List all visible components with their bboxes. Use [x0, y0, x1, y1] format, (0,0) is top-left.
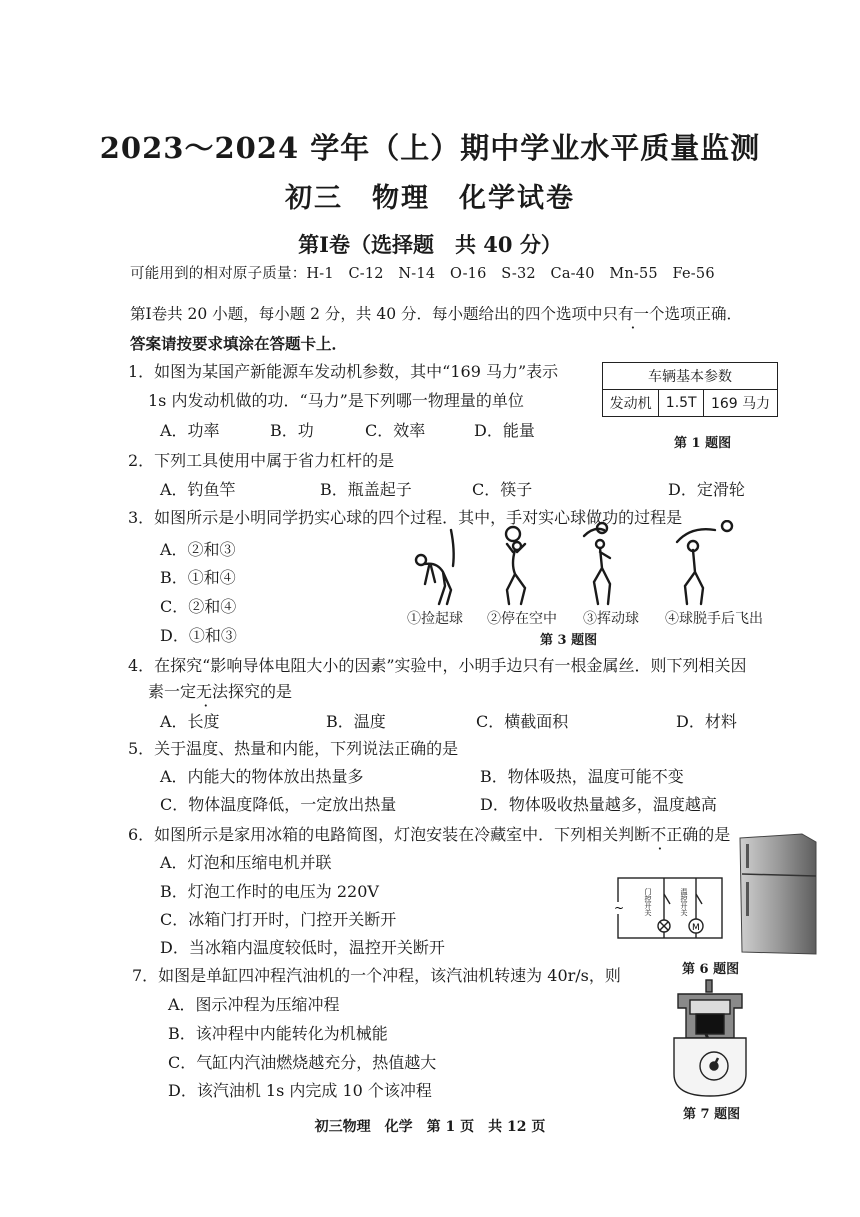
q1-option-a: A．功率 [160, 421, 220, 440]
q7-option-a: A．图示冲程为压缩冲程 [168, 995, 340, 1014]
instructions-line2: 答案请按要求填涂在答题卡上． [130, 334, 348, 353]
q4-option-b: B．温度 [326, 712, 386, 731]
q3-fig-label-4: ④球脱手后飞出 [665, 611, 763, 627]
emphasis-not: 不 [650, 825, 667, 844]
ball-throw-figure [395, 520, 755, 610]
q7-stem: 7．如图是单缸四冲程汽油机的一个冲程，该汽油机转速为 40r/s，则 [132, 966, 621, 985]
q6-figure-caption: 第 6 题图 [682, 962, 740, 977]
q3-option-a: A．②和③ [160, 540, 236, 559]
q4-option-d: D．材料 [676, 712, 737, 731]
q7-option-b: B．该冲程中内能转化为机械能 [168, 1024, 388, 1043]
q3-figure-caption: 第 3 题图 [540, 633, 598, 648]
q1-figure-caption: 第 1 题图 [674, 436, 732, 451]
q4-stem-line2: 素一定无法探究的是 [148, 679, 292, 702]
q6-option-b: B．灯泡工作时的电压为 220V [160, 882, 379, 901]
q2-option-d: D．定滑轮 [668, 480, 745, 499]
instructions-line1: 第Ⅰ卷共 20 小题，每小题 2 分，共 40 分．每小题给出的四个选项中只有一个选项正确． [130, 302, 742, 324]
atomic-masses: 可能用到的相对原子质量：H-1 C-12 N-14 O-16 S-32 Ca-40 Mn-55 Fe-56 [130, 266, 715, 282]
fridge-circuit-diagram [612, 868, 727, 948]
section-heading: 第Ⅰ卷（选择题 共 40 分） [298, 232, 562, 257]
q1-option-b: B．功 [270, 421, 314, 440]
q3-option-b: B．①和④ [160, 568, 236, 587]
ac-source-symbol: ~ [614, 901, 625, 915]
q1-option-c: C．效率 [365, 421, 426, 440]
motor-symbol: M [692, 923, 700, 933]
temp-switch-label: 温控开关 [680, 888, 688, 916]
stick-figure-pickup [416, 530, 454, 604]
q1-stem-line2: 1s 内发动机做的功．“马力”是下列哪一物理量的单位 [148, 391, 524, 410]
q5-option-d: D．物体吸收热量越多，温度越高 [480, 795, 717, 814]
q3-fig-label-2: ②停在空中 [487, 611, 557, 627]
stick-figure-hold [506, 527, 525, 604]
table-cell-displacement: 1.5T [659, 390, 704, 417]
q6-option-a: A．灯泡和压缩电机并联 [160, 853, 332, 872]
q3-fig-label-3: ③挥动球 [583, 611, 639, 627]
q5-option-a: A．内能大的物体放出热量多 [160, 767, 364, 786]
q5-option-b: B．物体吸热，温度可能不变 [480, 767, 684, 786]
q1-stem-line1: 1．如图为某国产新能源车发动机参数，其中“169 马力”表示 [128, 362, 559, 381]
page-footer: 初三物理 化学 第 1 页 共 12 页 [314, 1119, 546, 1135]
table-cell-engine: 发动机 [603, 390, 659, 417]
exam-title: 2023～2024 学年（上）期中学业水平质量监测 [99, 131, 761, 165]
q7-figure-caption: 第 7 题图 [683, 1107, 741, 1122]
q5-option-c: C．物体温度降低，一定放出热量 [160, 795, 397, 814]
emphasis-only-one: 只有一个 [602, 305, 665, 323]
q7-option-c: C．气缸内汽油燃烧越充分，热值越大 [168, 1053, 437, 1072]
q6-stem: 6．如图所示是家用冰箱的电路简图，灯泡安装在冷藏室中．下列相关判断不正确的是 [128, 822, 730, 845]
table-title: 车辆基本参数 [603, 363, 778, 390]
refrigerator-image [732, 832, 818, 956]
q6-option-c: C．冰箱门打开时，门控开关断开 [160, 910, 397, 929]
q2-option-c: C．筷子 [472, 480, 533, 499]
q1-option-d: D．能量 [474, 421, 535, 440]
q2-stem: 2．下列工具使用中属于省力杠杆的是 [128, 451, 395, 470]
exam-subtitle: 初三 物理 化学试卷 [285, 183, 575, 214]
q4-stem-line1: 4．在探究“影响导体电阻大小的因素”实验中，小明手边只有一根金属丝．则下列相关因 [128, 656, 747, 675]
q3-option-d: D．①和③ [160, 626, 237, 645]
stick-figure-release [677, 521, 732, 604]
q3-stem: 3．如图所示是小明同学扔实心球的四个过程．其中，手对实心球做功的过程是 [128, 508, 683, 527]
q6-option-d: D．当冰箱内温度较低时，温控开关断开 [160, 938, 445, 957]
table-cell-horsepower: 169 马力 [704, 390, 778, 417]
q7-option-d: D．该汽油机 1s 内完成 10 个该冲程 [168, 1081, 432, 1100]
door-switch-label: 门控开关 [644, 888, 652, 916]
q4-option-c: C．横截面积 [476, 712, 569, 731]
engine-cylinder-figure [660, 978, 760, 1100]
q2-option-a: A．钓鱼竿 [160, 480, 236, 499]
q3-option-c: C．②和④ [160, 597, 237, 616]
q3-fig-label-1: ①捡起球 [407, 611, 463, 627]
q2-option-b: B．瓶盖起子 [320, 480, 412, 499]
emphasis-wu: 无 [196, 682, 213, 701]
q4-option-a: A．长度 [160, 712, 220, 731]
stick-figure-swing [584, 523, 610, 604]
vehicle-params-table [602, 362, 778, 417]
q5-stem: 5．关于温度、热量和内能，下列说法正确的是 [128, 739, 459, 758]
